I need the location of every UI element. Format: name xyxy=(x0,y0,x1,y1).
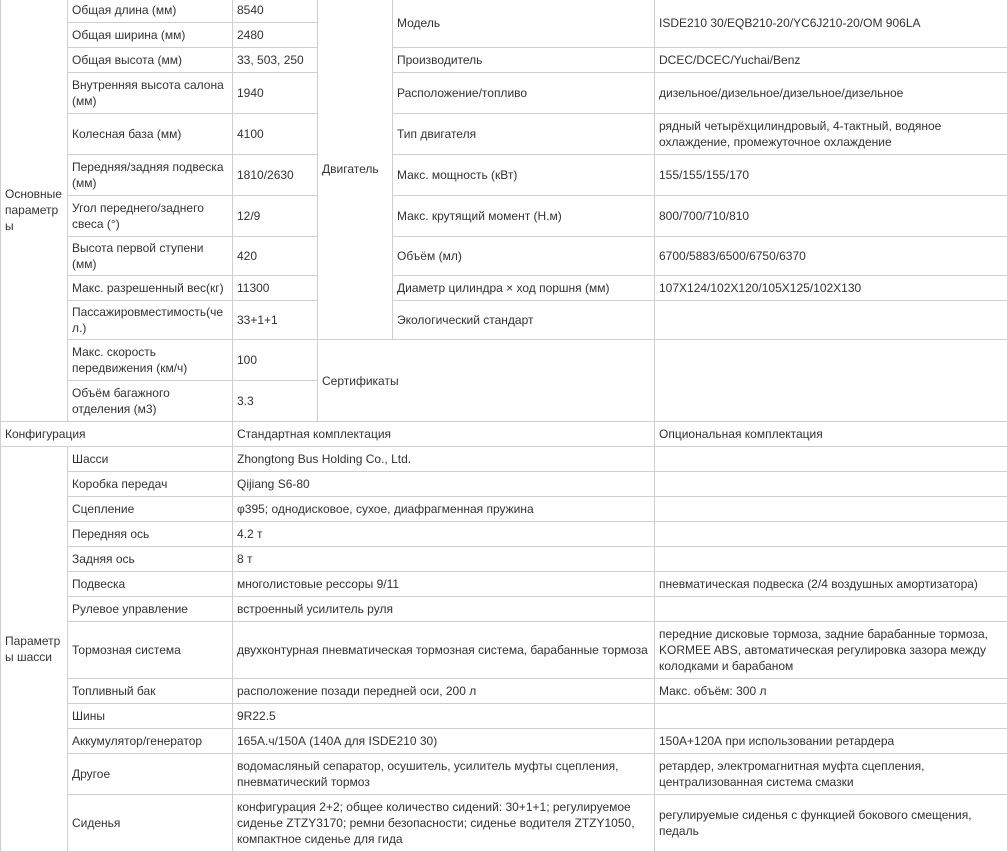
table-row xyxy=(1,754,1007,795)
param-value: 1810/2630 xyxy=(233,155,318,196)
chassis-standard: многолистовые рессоры 9/11 xyxy=(233,572,655,597)
param-label: Экологический стандарт xyxy=(393,301,655,340)
chassis-standard: 165А.ч/150А (140А для ISDE210 30) xyxy=(233,729,655,754)
chassis-standard: конфигурация 2+2; общее количество сидений: 30+1+1; регулируемое сиденье ZTZY3170; ремни безопасности; сиденье водителя ZTZY1050, компактное сиденье для гида xyxy=(233,795,655,852)
chassis-label: Топливный бак xyxy=(68,679,233,704)
chassis-standard: 9R22.5 xyxy=(233,704,655,729)
param-value: 8540 xyxy=(233,0,318,23)
chassis-label: Передняя ось xyxy=(68,522,233,547)
param-label: Макс. разрешенный вес(кг) xyxy=(68,276,233,301)
table-row xyxy=(1,48,1007,73)
chassis-optional xyxy=(655,447,1007,472)
table-row xyxy=(1,196,1007,237)
param-value: рядный четырёхцилиндровый, 4-тактный, водяное охлаждение, промежуточное охлаждение xyxy=(655,114,1007,155)
config-label: Конфигурация xyxy=(1,422,233,447)
param-label: Пассажировместимость(чел.) xyxy=(68,301,233,340)
chassis-label: Шины xyxy=(68,704,233,729)
table-row xyxy=(1,237,1007,276)
chassis-label: Подвеска xyxy=(68,572,233,597)
table-row xyxy=(1,729,1007,754)
chassis-optional: регулируемые сиденья с функцией бокового смещения, педаль xyxy=(655,795,1007,852)
param-label: Производитель xyxy=(393,48,655,73)
chassis-standard: 4.2 т xyxy=(233,522,655,547)
param-value: 3.3 xyxy=(233,381,318,422)
param-label: Объём (мл) xyxy=(393,237,655,276)
table-row xyxy=(1,301,1007,340)
table-row xyxy=(1,622,1007,679)
param-value: 33, 503, 250 xyxy=(233,48,318,73)
table-row xyxy=(1,522,1007,547)
chassis-standard: Zhongtong Bus Holding Co., Ltd. xyxy=(233,447,655,472)
chassis-label: Задняя ось xyxy=(68,547,233,572)
param-value: 420 xyxy=(233,237,318,276)
param-label: Передняя/задняя подвеска (мм) xyxy=(68,155,233,196)
config-standard-header: Стандартная комплектация xyxy=(233,422,655,447)
param-label: Расположение/топливо xyxy=(393,73,655,114)
table-row xyxy=(1,572,1007,597)
table-row xyxy=(1,155,1007,196)
param-label: Общая ширина (мм) xyxy=(68,23,233,48)
chassis-standard: двухконтурная пневматическая тормозная система, барабанные тормоза xyxy=(233,622,655,679)
chassis-optional: пневматическая подвеска (2/4 воздушных амортизатора) xyxy=(655,572,1007,597)
chassis-standard: расположение позади передней оси, 200 л xyxy=(233,679,655,704)
table-row xyxy=(1,276,1007,301)
param-label: Угол переднего/заднего свеса (°) xyxy=(68,196,233,237)
param-value: 1940 xyxy=(233,73,318,114)
chassis-optional xyxy=(655,704,1007,729)
param-value: 6700/5883/6500/6750/6370 xyxy=(655,237,1007,276)
group-engine-label: Двигатель xyxy=(318,0,393,340)
param-value: 11300 xyxy=(233,276,318,301)
param-value: дизельное/дизельное/дизельное/дизельное xyxy=(655,73,1007,114)
param-label: Общая длина (мм) xyxy=(68,0,233,23)
param-label: Общая высота (мм) xyxy=(68,48,233,73)
chassis-label: Рулевое управление xyxy=(68,597,233,622)
param-label: Тип двигателя xyxy=(393,114,655,155)
chassis-label: Аккумулятор/генератор xyxy=(68,729,233,754)
table-row xyxy=(1,0,1007,23)
chassis-label: Сиденья xyxy=(68,795,233,852)
chassis-standard: φ395; однодисковое, сухое, диафрагменная пружина xyxy=(233,497,655,522)
chassis-standard: водомасляный сепаратор, осушитель, усилитель муфты сцепления, пневматический тормоз xyxy=(233,754,655,795)
param-label: Внутренняя высота салона (мм) xyxy=(68,73,233,114)
param-label: Объём багажного отделения (м3) xyxy=(68,381,233,422)
table-row xyxy=(1,340,1007,381)
param-value: 12/9 xyxy=(233,196,318,237)
param-label: Макс. мощность (кВт) xyxy=(393,155,655,196)
param-label: Макс. крутящий момент (Н.м) xyxy=(393,196,655,237)
chassis-optional: передние дисковые тормоза, задние барабанные тормоза, KORMEE ABS, автоматическая регулировка зазора между колодками и барабаном xyxy=(655,622,1007,679)
param-value: 800/700/710/810 xyxy=(655,196,1007,237)
config-header-row xyxy=(1,422,1007,447)
table-row xyxy=(1,679,1007,704)
chassis-optional xyxy=(655,472,1007,497)
param-label: Колесная база (мм) xyxy=(68,114,233,155)
chassis-label: Коробка передач xyxy=(68,472,233,497)
chassis-optional xyxy=(655,497,1007,522)
param-label: Высота первой ступени (мм) xyxy=(68,237,233,276)
chassis-optional xyxy=(655,522,1007,547)
table-row xyxy=(1,795,1007,852)
param-value: 155/155/155/170 xyxy=(655,155,1007,196)
table-row xyxy=(1,704,1007,729)
table-row xyxy=(1,472,1007,497)
table-row xyxy=(1,73,1007,114)
param-value: 2480 xyxy=(233,23,318,48)
table-row xyxy=(1,447,1007,472)
config-optional-header: Опциональная комплектация xyxy=(655,422,1007,447)
chassis-label: Шасси xyxy=(68,447,233,472)
param-label: Макс. скорость передвижения (км/ч) xyxy=(68,340,233,381)
table-row xyxy=(1,114,1007,155)
chassis-label: Тормозная система xyxy=(68,622,233,679)
chassis-standard: 8 т xyxy=(233,547,655,572)
param-label: Диаметр цилиндра × ход поршня (мм) xyxy=(393,276,655,301)
group-chassis-label: Параметры шасси xyxy=(1,447,68,852)
chassis-optional: 150А+120А при использовании ретардера xyxy=(655,729,1007,754)
param-value: 4100 xyxy=(233,114,318,155)
table-row xyxy=(1,497,1007,522)
chassis-optional: Макс. объём: 300 л xyxy=(655,679,1007,704)
cert-label: Сертификаты xyxy=(318,340,655,422)
table-row xyxy=(1,547,1007,572)
chassis-optional xyxy=(655,597,1007,622)
param-value xyxy=(655,301,1007,340)
chassis-label: Сцепление xyxy=(68,497,233,522)
chassis-standard: Qijiang S6-80 xyxy=(233,472,655,497)
chassis-optional xyxy=(655,547,1007,572)
param-value: DCEC/DCEC/Yuchai/Benz xyxy=(655,48,1007,73)
chassis-label: Другое xyxy=(68,754,233,795)
chassis-standard: встроенный усилитель руля xyxy=(233,597,655,622)
chassis-optional: ретардер, электромагнитная муфта сцепления, централизованная система смазки xyxy=(655,754,1007,795)
param-value: 107X124/102X120/105X125/102X130 xyxy=(655,276,1007,301)
param-label: Модель xyxy=(393,0,655,48)
table-row xyxy=(1,597,1007,622)
cert-value xyxy=(655,340,1007,422)
param-value: 100 xyxy=(233,340,318,381)
group-basic-label: Основные параметры xyxy=(1,0,68,422)
param-value: ISDE210 30/EQB210-20/YC6J210-20/OM 906LA xyxy=(655,0,1007,48)
param-value: 33+1+1 xyxy=(233,301,318,340)
